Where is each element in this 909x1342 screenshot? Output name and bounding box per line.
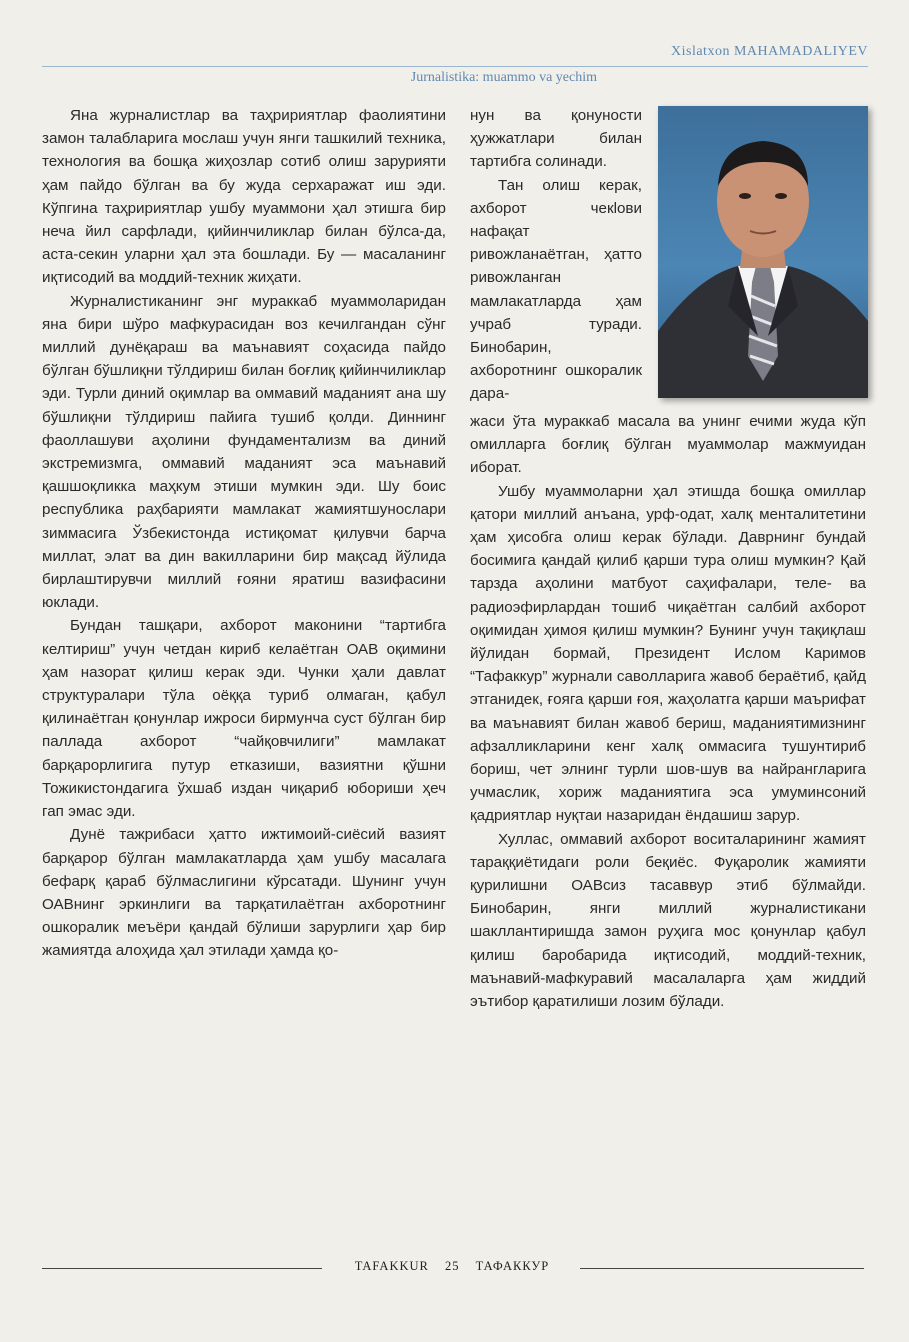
paragraph-continuation: жаси ўта мураккаб масала ва унинг ечими жуда кўп омилларга боғлиқ бўлган муаммолар мажмуидан иборат. (470, 413, 866, 477)
header-section: Jurnalistika: muammo va yechim (410, 70, 597, 85)
author-photo (658, 106, 868, 398)
footer-rule-right (580, 1268, 864, 1269)
paragraph: Яна журналистлар ва таҳририятлар фаолиятини замон талабларига мослаш учун янги ташкилий техника, технология ва бошқа жиҳозлар сотиб олиш зарурияти ҳам пайдо бўлган ва бу жуда серхаражат иш эди. Кўпгина таҳририятлар ушбу муаммони ҳал этишга бир неча йил сарфлади, қийинчиликлар билан бўлса-да, аста-секин уларни ҳал эта бошлади. Бу — масаланинг иқтисодий ва моддий-техник жиҳати. (42, 107, 446, 287)
paragraph: Хуллас, оммавий ахборот воситаларининг жамият тараққиётидаги роли беқиёс. Фуқаролик жамияти қурилишни ОАВсиз тасаввур этиб бўлмайди. Бинобарин, янги миллий журналистикани шакллантиришда замон руҳига мос қонунлар қабул қилиш баробарида иқтисодий, моддий-техник, маънавий-мафкуравий масалаларга ҳам жиддий эътибор қаратилиши лозим бўлади. (470, 830, 866, 1011)
footer-journal-cyrillic: ТАФАККУР (475, 1259, 550, 1273)
paragraph: Бундан ташқари, ахборот маконини “тартибга келтириш” учун четдан кириб келаётган ОАВ оқимини ҳам назорат қилиш керак эди. Чунки ҳали давлат структуралари тўла оёққа туриб олмаган, қабул қилинаётган қонунлар ижроси бирмунча суст бўлган бир паллада ахборот “чайқовчилиги” мамлакат барқарорлигига путур етказиши, вазиятни қўшни Тожикистондагига ўхшаб издан чиқариб юбориши ҳеч гап эмас эди. (42, 617, 446, 821)
footer (330, 1259, 574, 1274)
paragraph: Дунё тажрибаси ҳатто ижтимоий-сиёсий вазият барқарор бўлган мамлакатларда ҳам ушбу масалага бефарқ қараб бўлмаслигини кўрсатади. Шунинг учун ОАВнинг эркинлиги ва тарқатилаётган ахборотнинг ошкоралик меъёри қандай бўлиши зарурлиги ҳар бир жамиятда алоҳида ҳал этилади ҳамда қо- (42, 826, 446, 960)
left-column (42, 104, 446, 963)
page-number: 25 (445, 1259, 460, 1273)
paragraph: Тан олиш керак, ахборот чекlови нафақат ривожланаётган, ҳатто ривожланган мамлакатларда ҳам учраб туради. Бинобарин, ахборотнинг ошкоралик дара- (470, 176, 642, 403)
footer-journal-latin: TAFAKKUR (354, 1259, 429, 1273)
header-author: Xislatxon MAHAMADALIYEV (671, 44, 868, 59)
paragraph-continuation: нун ва қонуности ҳужжатлари билан тартибга солинади. (470, 107, 642, 171)
footer-rule-left (42, 1268, 322, 1269)
paragraph: Журналистиканинг энг мураккаб муаммоларидан яна бири шўро мафкурасидан воз кечилгандан сўнг миллий дунёқараш ва маънавият соҳасида пайдо бўлган бўшлиқни тўлдириш билан боғлиқ қийинчиликлар эди. Турли диний оқимлар ва оммавий маданият ана шу бўшлиқни тўлдириш пайига тушиб қолди. Диннинг фаоллашуви аҳолини фундаментализм ва диний экстремизмга, оммавий маданият эса маънавий қашшоқликка маҳкум этиши мумкин эди. Шу боис республика раҳбарияти мамлакат жамиятшунослари зиммасига Ўзбекистонда истиқомат қилувчи барча миллат, элат ва дин вакилларини бир мақсад йўлида бирлаштирувчи миллий ғояни яратиш вазифасини юклади. (42, 292, 446, 612)
portrait-image (658, 106, 868, 398)
right-wide-column (470, 410, 866, 1013)
header-rule (42, 66, 868, 67)
paragraph: Ушбу муаммоларни ҳал этишда бошқа омиллар қатори миллий анъана, урф-одат, халқ менталитетини ҳам ҳисобга олиш керак бўлади. Даврнинг бундай босимига қандай қилиб қарши тура олиш мумкин? Қай тарзда аҳолини матбуот саҳифалари, теле- ва радиоэфирлардан тошиб чиқаётган салбий ахборот оқимидан ҳимоя қилиш мумкин? Бунинг учун тақиқлаш йўлидан бормай, Президент Ислом Каримов “Тафаккур” журнали саволларига жавоб бераётиб, қайд этганидек, ғояга қарши ғоя, жаҳолатга қарши маърифат ва маънавият билан жавоб бериш, маданиятимизнинг афзалликларини кенг халқ оммасига тушунтириб бориш, чет элнинг турли шов-шув ва найрангларига учмаслик, хориж маданиятига эса умуминсоний қадриятлар нуқтаи назаридан ёндашиш зарур. (470, 482, 866, 825)
right-narrow-column (470, 104, 642, 406)
